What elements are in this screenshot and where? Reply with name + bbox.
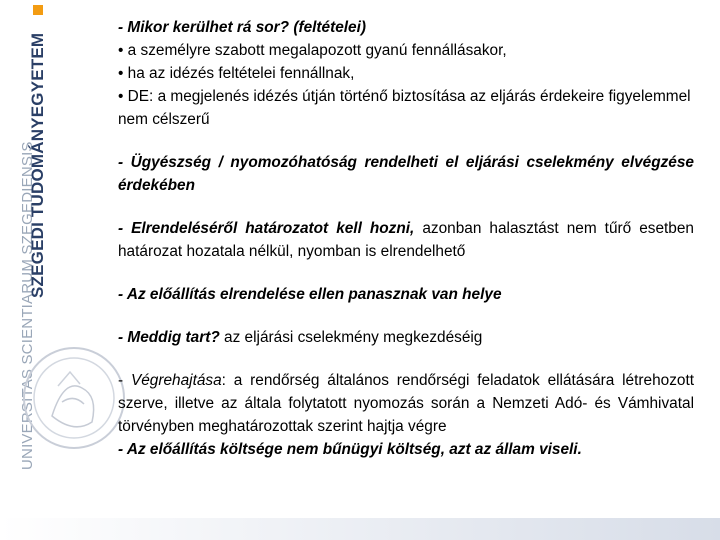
paragraph-duration <box>118 326 694 349</box>
bullet-suspicion: • a személyre szabott megalapozott gyanú fennállásakor, <box>118 42 507 59</box>
duration-rest: az eljárási cselekmény megkezdéséig <box>219 329 483 346</box>
sidebar <box>0 0 60 540</box>
slide-content <box>118 16 694 461</box>
decision-rest: azonban halasztást nem tűrő esetben határozat hozatala nélkül, nyomban is elrendelhető <box>118 220 694 260</box>
university-latin-name: UNIVERSITAS SCIENTIARUM SZEGEDIENSIS <box>19 141 36 470</box>
execution-rest: : a rendőrség általános rendőrségi feladatok ellátására létrehozott szerve, illetve az általa folytatott nyomozás során a Nemzeti Adó- és Vámhivatal törvényben meghatározottak szerint hajtja végre <box>118 372 695 435</box>
paragraph-cost: - Az előállítás költsége nem bűnügyi költség, azt az állam viseli. <box>118 441 582 458</box>
paragraph-complaint: - Az előállítás elrendelése ellen panasznak van helye <box>118 286 502 303</box>
paragraph-execution <box>118 369 694 438</box>
paragraph-decision <box>118 217 694 263</box>
decision-emphasis: - Elrendeléséről határozatot kell hozni, <box>118 220 415 237</box>
execution-prefix: - <box>118 372 131 389</box>
bullet-summons: • ha az idézés feltételei fennállnak, <box>118 65 355 82</box>
bullet-but: • DE: a megjelenés idézés útján történő biztosítása az eljárás érdekeire figyelemmel nem célszerű <box>118 88 691 128</box>
paragraph-authority: - Ügyészség / nyomozóhatóság rendelheti el eljárási cselekmény elvégzése érdekében <box>118 154 694 194</box>
duration-emphasis: - Meddig tart? <box>118 329 220 346</box>
heading-when: - Mikor kerülhet rá sor? (feltételei) <box>118 19 367 36</box>
execution-emphasis: Végrehajtása <box>130 372 222 389</box>
accent-square <box>33 5 43 15</box>
university-name: SZEGEDI TUDOMÁNYEGYETEM <box>28 32 47 298</box>
bottom-strip <box>0 518 720 540</box>
